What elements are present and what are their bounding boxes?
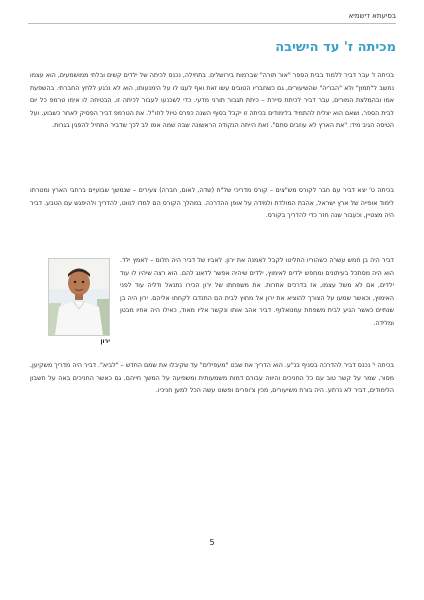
chapter-title: מכיתה ז' עד הישיבה <box>275 40 396 55</box>
paragraph-grade-nine: בכיתה ט' יצא דביר עם חבר לקורס מש"צים – קורס מדריכי של"ח (שדה, לאום, חברה) צעירים – שנמשך שבועיים ברחבי הארץ ומטרתו לימוד אופייה של ארץ ישראל, אהבת המולדת ולמידה על אופן ההדרכה. במהלך הקורס הם למדו לנווט, להדריך ולהיפגש עם הטבע. דביר היה מצטיין, וכעבור שנה חזר כדי להדריך בקורס. <box>30 187 394 220</box>
paragraph-grade-seven: בכיתה ז' עבר דביר ללמוד בבית הספר "אור תורה" שברמות בירושלים. בתחילה, נכנס לכיתה של ילדים קשים ובלתי ממושמעים, הוא עצמו נחשב ל"תמוּן" ולא "הבריה" שהשיעורים, גם כשחבריו הטובים עשו זאת ואף לעגו לו על הימנעותו, הוא לא נכנע ללחץ החברתי. בהשפעת אמו ובהמלצת המורים, עבר דביר לכיתת סיירת – כיתת תגבור תורני מדעי. כדי לשכנעו לעבור לכיתה זו, הבטיחה לו אימו טרמפ כל יום לבית הספר, ושאם הוא יצליח להתמיד בלימודים בכיתה זו יקבל בסוף השנה כפרס טיול לחו"ל. את הטרמפ דביר הפסיק לאחר כשבוע, ועל הטיסה הגיב מיד: "את הארץ לא עוזבים סתם". זאת הייתה הנקודה הראשונה שבה שמה אמו לב לכך שדביר התחיל להפגין בגרות. <box>30 72 394 130</box>
photo-caption: ירון <box>100 338 110 345</box>
photo-figure <box>30 258 110 350</box>
running-header: בסיעתא דישמיא <box>348 12 396 20</box>
paragraph-grade-ten: בכיתה י' נכנס דביר להדרכה בסניף בנ"ע. הוא הדריך את שבט "מעפילים" עד שקיבלו את שמם החדש – "לביא". דביר היה מדריך משקיען, מסור, שמר על קשר טוב עם כל החניכים והיווה עבורם דמות משמעותית ומשפיעה על המשך חייהם. גם כאשר החניכים באה על חשבון הלימודים, דביר לא נרתע. היה בורח משיעורים, מכין צ'ופרים ופשוט עשה הכל למען חניכיו. <box>30 362 394 395</box>
paragraph-yaron-adoption: דביר היה בן חמש עשרה כשהוריו החליטו לקבל לאמנה את ירון. לאביו של דביר היה חלום – לאמץ ילד. הוא היה מסתכל בעיתונים ומחפש ילדים לאימוץ, ילדים שיהיה אפשר לדאוג להם. הוא רצה שיהיו לו עוד ילדים, אם לא משל עצמו, אז בדרכים אחרות. את משפחתו של ירון הכירו נתנאל ודליה עוד לפני האימוץ, וכאשר שמעו על הצורך להוציא את ירון אל מחוץ לבית הם התנדבו לקחתו אליהם. ירון היה בן שנתיים כאשר הגיע לבית משפחת עמנואלוף. דביר אהב אותו ונקשר אליו מאוד, כאילו היה אחיו מבטן ומלידה. <box>120 257 394 327</box>
page-number: 5 <box>209 538 215 547</box>
portrait-photo <box>48 258 110 336</box>
portrait-image <box>49 259 109 335</box>
header-divider <box>28 23 396 24</box>
